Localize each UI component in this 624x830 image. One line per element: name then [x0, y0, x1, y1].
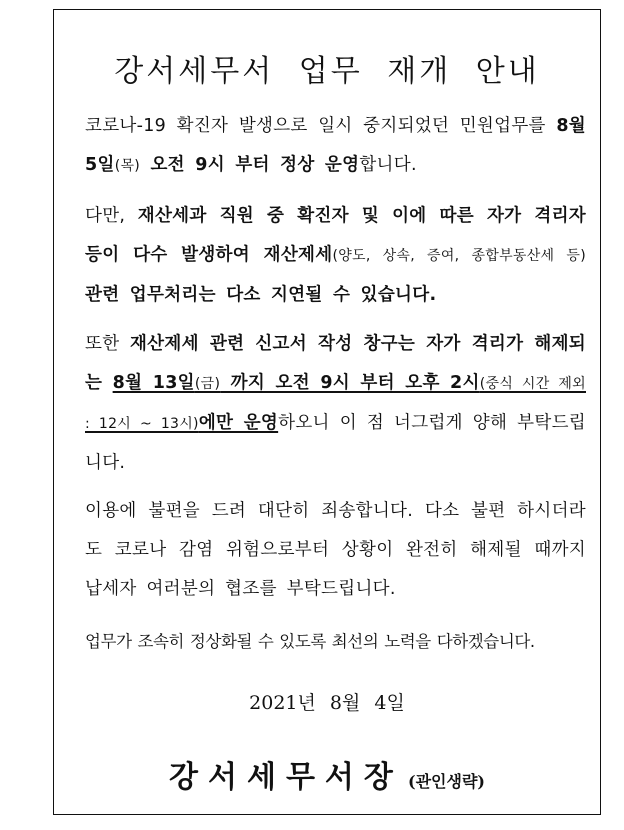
- signature-name: 강서세무서장: [169, 760, 403, 795]
- p2-text: 다만,: [85, 206, 138, 226]
- p1-weekday: (목): [114, 158, 141, 174]
- notice-document: [53, 9, 601, 815]
- p2-bold-a: 재산세과 직원 중 확진자 및 이에 따른 자가 격리자 등이 다수 발생하여 재산제세: [85, 206, 586, 265]
- paragraph-commitment: 업무가 조속히 정상화될 수 있도록 최선의 노력을 다하겠습니다.: [85, 632, 535, 651]
- p2-bold-b: 관련 업무처리는 다소 지연될 수 있습니다.: [85, 285, 437, 305]
- notice-title: 강서세무서 업무 재개 안내: [114, 54, 540, 89]
- paragraph-apology: 이용에 불편을 드려 대단히 죄송합니다. 다소 불편 하시더라도 코로나 감염 위험으로부터 상황이 완전히 해제될 때까지 납세자 여러분의 협조를 부탁드립니다.: [85, 501, 586, 599]
- signature-block: [54, 752, 600, 796]
- p3-bold-a: 재산제세 관련 신고서 작성 창구는 자가 격리가 해제되는: [85, 334, 586, 393]
- p3-weekday: (금): [194, 376, 221, 392]
- paragraph-delay-notice: [64, 197, 586, 315]
- notice-date: 2021년 8월 4일: [249, 692, 405, 714]
- p3-tail: 하오니 이 점 너그럽게 양해 부탁드립니다.: [85, 413, 586, 473]
- seal-omitted-note: (관인생략): [408, 772, 485, 791]
- paragraph-resume-notice: [64, 107, 586, 186]
- p3-time: 까지 오전 9시 부터 오후 2시: [220, 373, 480, 393]
- p3-operation: 에만 운영: [198, 413, 279, 433]
- p2-tax-types: (양도, 상속, 증여, 종합부동산세 등): [332, 248, 586, 264]
- paragraph-counter-hours: [64, 325, 586, 483]
- p3-date: 8월 13일: [112, 373, 195, 393]
- p1-text: 코로나-19 확진자 발생으로 일시 중지되었던 민원업무를: [85, 116, 557, 136]
- p1-date: 8월 5일: [85, 116, 586, 175]
- p3-text: 또한: [85, 334, 130, 354]
- p1-time: 오전 9시 부터 정상 운영: [140, 155, 360, 175]
- p3-lunch-break: (중식 시간 제외 : 12시 ~ 13시): [85, 376, 586, 432]
- p1-tail: 합니다.: [359, 155, 417, 175]
